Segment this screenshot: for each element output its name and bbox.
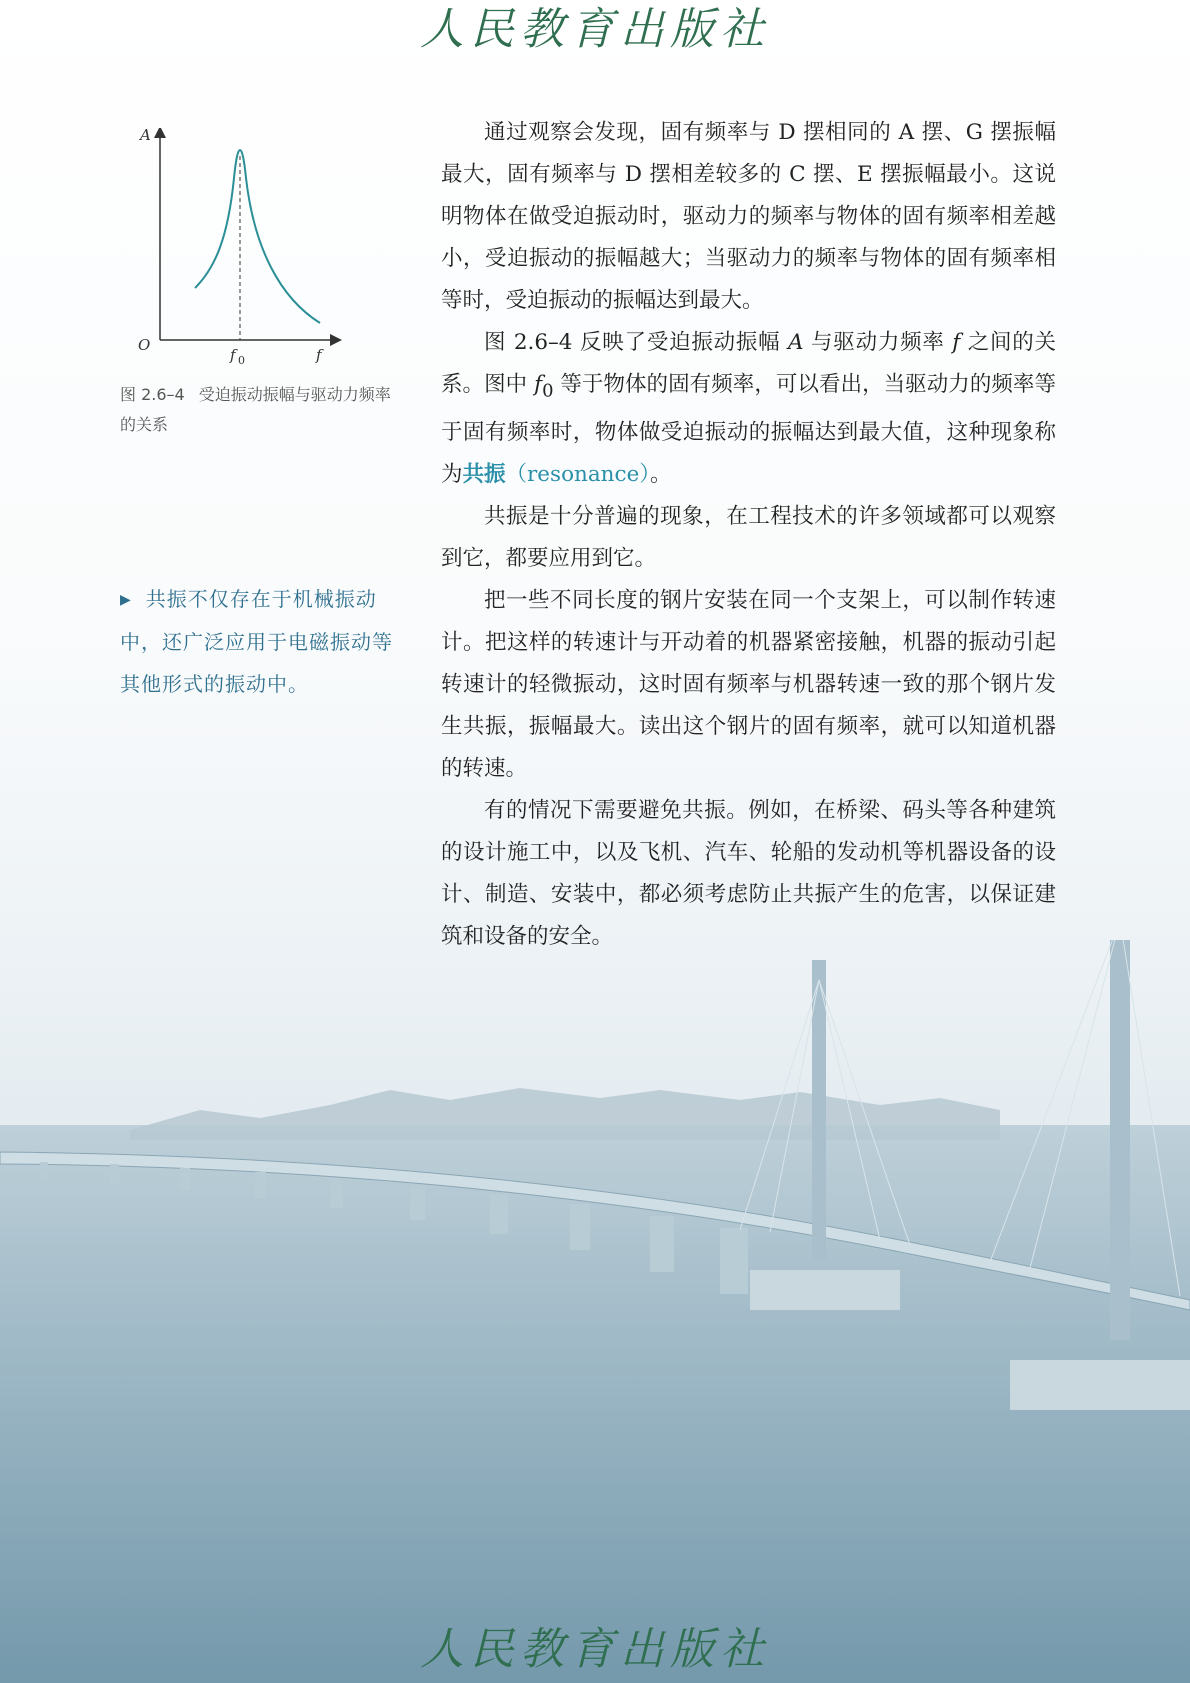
pier-base-right bbox=[1010, 1360, 1190, 1410]
axis-label-f: f bbox=[316, 346, 322, 364]
figure-caption bbox=[120, 380, 400, 440]
bridge-photo bbox=[0, 940, 1190, 1683]
f0-subscript: 0 bbox=[238, 354, 245, 367]
triangle-icon: ▶ bbox=[120, 592, 132, 608]
axis-label-a: A bbox=[140, 128, 151, 144]
term-resonance-english: （resonance） bbox=[505, 462, 651, 488]
pier-base-left bbox=[750, 1270, 900, 1310]
bridge-tower-right bbox=[1110, 940, 1130, 1340]
resonance-curve-svg bbox=[130, 128, 360, 368]
paragraph-5: 有的情况下需要避免共振。例如，在桥梁、码头等各种建筑的设计施工中，以及飞机、汽车、轮船的发动机等机器设备的设计、制造、安装中，都必须考虑防止共振产生的危害，以保证建筑和设备的安全。 bbox=[441, 798, 1056, 950]
term-resonance: 共振 bbox=[462, 462, 506, 488]
paragraph-2: 图 2.6–4 反映了受迫振动振幅 A 与驱动力频率 f 之间的关系。图中 $f_0$ 等于物体的固有频率，可以看出，当驱动力的频率等于固有频率时，物体做受迫振动的振幅达到最大值，这种现象称为共振（resonance）。 bbox=[441, 330, 1057, 488]
figure-caption-text: 受迫振动振幅与驱动力频率的关系 bbox=[120, 385, 391, 434]
main-text bbox=[441, 112, 1056, 958]
resonance-curve bbox=[195, 150, 320, 323]
f0-label: f bbox=[230, 346, 236, 364]
figure-caption-label: 图 2.6–4 bbox=[120, 385, 185, 404]
publisher-logo-top: 人民教育出版社 bbox=[420, 4, 770, 55]
paragraph-3: 共振是十分普遍的现象，在工程技术的许多领域都可以观察到它，都要应用到它。 bbox=[441, 504, 1056, 572]
resonance-curve-figure bbox=[130, 128, 360, 368]
publisher-logo-bottom: 人民教育出版社 bbox=[420, 1624, 770, 1675]
sidenote bbox=[120, 578, 400, 705]
paragraph-4: 把一些不同长度的钢片安装在同一个支架上，可以制作转速计。把这样的转速计与开动着的机器紧密接触，机器的振动引起转速计的轻微振动，这时固有频率与机器转速一致的那个钢片发生共振，振幅最大。读出这个钢片的固有频率，就可以知道机器的转速。 bbox=[441, 588, 1056, 782]
sidenote-text: 共振不仅存在于机械振动中，还广泛应用于电磁振动等其他形式的振动中。 bbox=[120, 587, 393, 696]
origin-label: O bbox=[138, 336, 151, 354]
bridge-illustration bbox=[0, 940, 1190, 1683]
paragraph-1: 通过观察会发现，固有频率与 D 摆相同的 A 摆、G 摆振幅最大，固有频率与 D 摆相差较多的 C 摆、E 摆振幅最小。这说明物体在做受迫振动时，驱动力的频率与物体的固有频率相差越小，受迫振动的振幅越大；当驱动力的频率与物体的固有频率相等时，受迫振动的振幅达到最大。 bbox=[441, 120, 1056, 313]
